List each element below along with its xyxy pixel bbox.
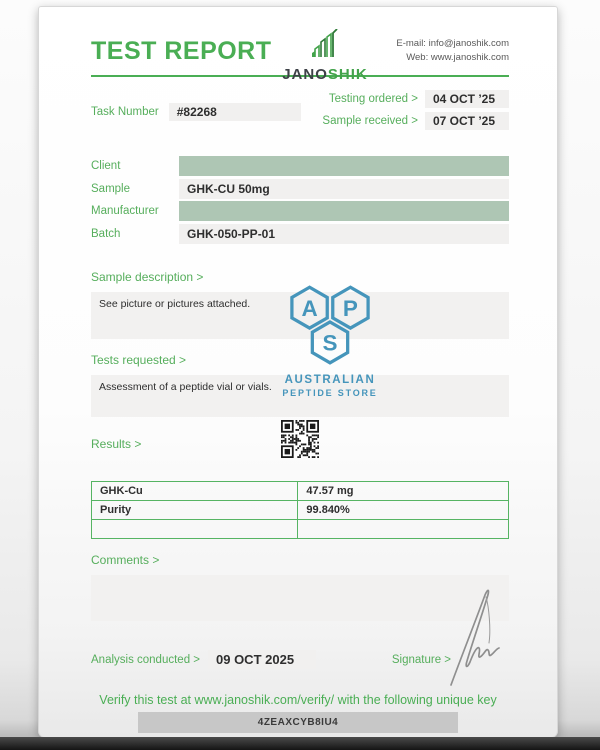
signature-scribble [429,585,519,690]
result-value: 47.57 mg [298,482,509,501]
sample-row [91,178,509,201]
table-row [92,520,509,539]
bar-chart-logo-icon [308,29,342,64]
verify-text: Verify this test at www.janoshik.com/verify/ with the following unique key [99,693,497,707]
comments-label: Comments > [91,553,160,567]
page-title: TEST REPORT [91,37,272,65]
signature-label: Signature > [391,653,451,666]
aps-watermark [276,281,384,398]
brand-name-green: SHIK [327,66,368,83]
report-header [91,7,509,83]
unique-key: 4ZEAXCYB8IU4 [138,712,458,733]
results-section [91,430,509,539]
batch-label: Batch [91,227,121,240]
result-name: Purity [92,501,298,520]
watermark-letter-s: S [322,330,338,356]
task-block [91,90,509,134]
brand-name [282,66,368,83]
watermark-line1: AUSTRALIAN [284,374,376,386]
contact-email: E-mail: info@janoshik.com [396,38,509,49]
sample-value: GHK-CU 50mg [179,179,509,199]
result-value [298,520,509,539]
sample-description-label: Sample description > [91,270,204,284]
batch-row [91,223,509,246]
analysis-conducted-label: Analysis conducted > [91,653,200,666]
client-label: Client [91,160,121,173]
sample-label: Sample [91,182,130,195]
testing-ordered-label: Testing ordered > [328,93,418,105]
client-row [91,155,509,178]
report-page [38,6,558,738]
watermark-letter-p: P [342,295,358,321]
testing-ordered-value: 04 OCT ’25 [425,90,509,108]
result-name [92,520,298,539]
result-name: GHK-Cu [92,482,298,501]
client-value-redacted [179,156,509,176]
result-value: 99.840% [298,501,509,520]
analysis-conducted-value: 09 OCT 2025 [208,650,316,669]
task-number-value: #82268 [169,103,301,121]
sample-fields [91,155,509,245]
table-row [92,482,509,501]
batch-value: GHK-050-PP-01 [179,224,509,244]
brand-name-dark: JANO [282,66,328,83]
manufacturer-value-redacted [179,201,509,221]
results-label: Results > [91,437,142,451]
tests-requested-box: Assessment of a peptide vial or vials. [91,375,509,417]
manufacturer-label: Manufacturer [91,205,159,218]
results-table [91,481,509,539]
aps-hexagon-logo-icon [282,295,378,371]
contact-web: Web: www.janoshik.com [406,52,509,64]
sample-received-value: 07 OCT ’25 [425,112,509,130]
task-number-label: Task Number [91,106,159,118]
sample-received-label: Sample received > [322,115,418,127]
janoshik-logo [282,29,368,83]
sample-description-box: See picture or pictures attached. [91,292,509,339]
qr-code [281,420,319,458]
watermark-line2: PEPTIDE STORE [282,388,378,398]
table-row [92,501,509,520]
photo-background-dark-edge [0,737,600,750]
verify-footer [39,693,557,733]
tests-requested-label: Tests requested > [91,353,187,367]
watermark-letter-a: A [301,295,318,321]
manufacturer-row [91,200,509,223]
contact-block [396,29,509,66]
